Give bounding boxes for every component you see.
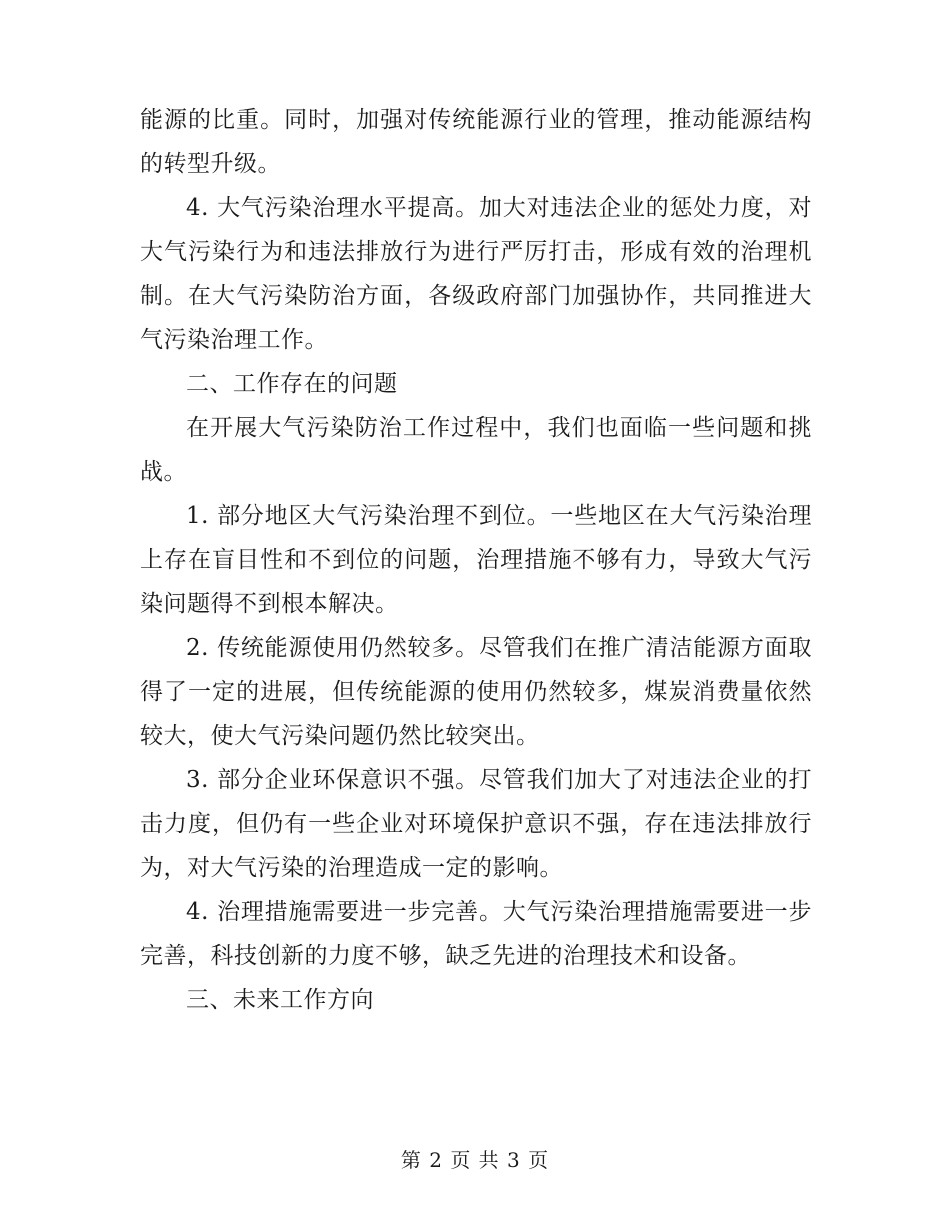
- paragraph-problems-intro: 在开展大气污染防治工作过程中，我们也面临一些问题和挑战。: [140, 415, 812, 485]
- document-body: [140, 98, 812, 1022]
- paragraph-problem-2: 2. 传统能源使用仍然较多。尽管我们在推广清洁能源方面取得了一定的进展，但传统能源的使用仍然较多，煤炭消费量依然较大，使大气污染问题仍然比较突出。: [140, 635, 812, 749]
- page-number-footer: 第 2 页 共 3 页: [400, 1148, 550, 1172]
- section-heading-future: 三、未来工作方向: [186, 987, 374, 1013]
- paragraph-item-4-air-pollution: 4. 大气污染治理水平提高。加大对违法企业的惩处力度，对大气污染行为和违法排放行为进行严厉打击，形成有效的治理机制。在大气污染防治方面，各级政府部门加强协作，共同推进大气污染治理工作。: [140, 195, 812, 353]
- paragraph-continuation: 能源的比重。同时，加强对传统能源行业的管理，推动能源结构的转型升级。: [140, 107, 812, 177]
- paragraph-problem-3: 3. 部分企业环保意识不强。尽管我们加大了对违法企业的打击力度，但仍有一些企业对环境保护意识不强，存在违法排放行为，对大气污染的治理造成一定的影响。: [140, 767, 812, 881]
- section-heading-problems: 二、工作存在的问题: [186, 371, 398, 397]
- paragraph-problem-1: 1. 部分地区大气污染治理不到位。一些地区在大气污染治理上存在盲目性和不到位的问题，治理措施不够有力，导致大气污染问题得不到根本解决。: [140, 503, 812, 617]
- paragraph-problem-4: 4. 治理措施需要进一步完善。大气污染治理措施需要进一步完善，科技创新的力度不够，缺乏先进的治理技术和设备。: [140, 899, 812, 969]
